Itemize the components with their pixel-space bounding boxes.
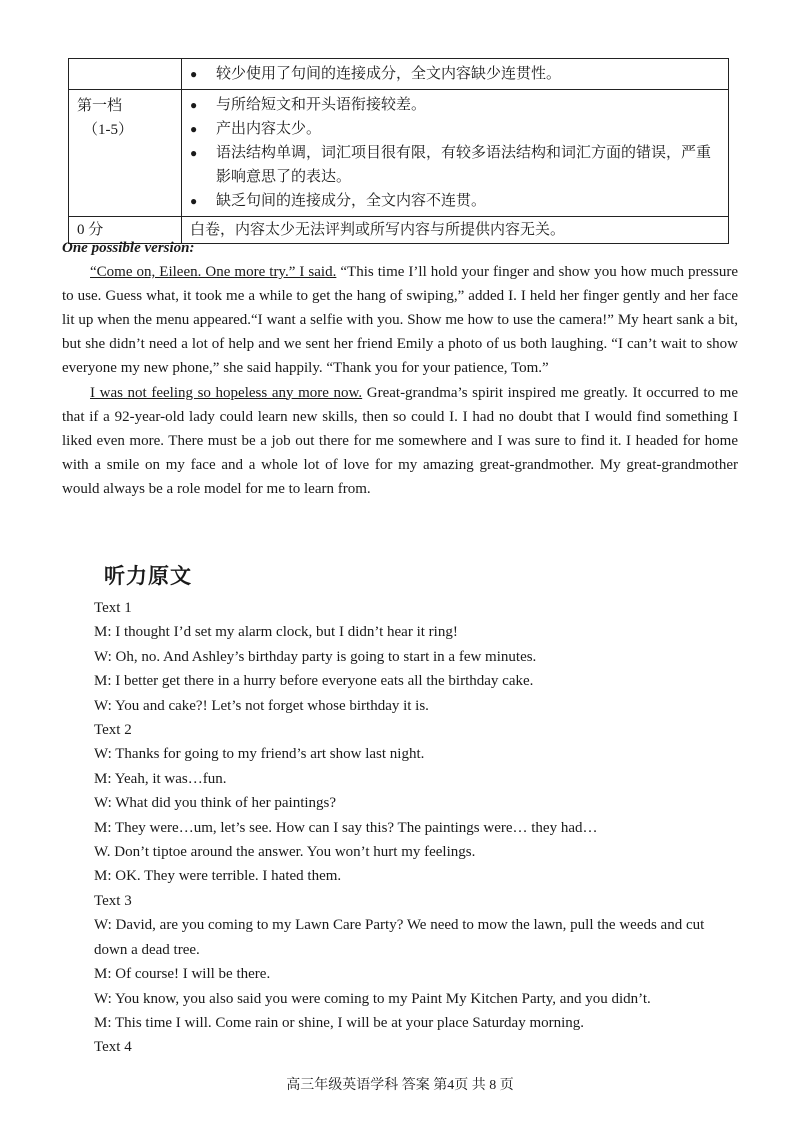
transcript-line: M: Of course! I will be there. [94, 966, 271, 983]
paragraph-opening-sentence: I was not feeling so hopeless any more now. [90, 384, 363, 401]
bullet-icon: ● [190, 98, 198, 112]
transcript-line: M: They were…um, let’s see. How can I say this? The paintings were… they had… [94, 819, 598, 836]
transcript-line: M: This time I will. Come rain or shine, I will be at your place Saturday morning. [94, 1014, 585, 1031]
paragraph-opening-sentence: “Come on, Eileen. One more try.” I said. [90, 264, 337, 281]
paragraph-body: “This time I’ll hold your finger and show you how much pressure to use. Guess what, it took me a while to get the hang of swiping,” added I. I held her finger gently and her face lit up when the menu appeared.“I want a selfie with you. Show me how to use the camera!” My heart sank a bit, but she didn’t need a lot of help and we sent her friend Emily a photo of us both laughing. “I can’t wait to show everyone my new phone,” she said happily. “Thank you for your patience, Tom.” [62, 264, 738, 377]
scoring-rubric-table [68, 58, 729, 244]
transcript-line: W: Thanks for going to my friend’s art show last night. [94, 746, 425, 763]
rubric-row-tier1 [69, 90, 729, 217]
listening-transcript [94, 596, 734, 1060]
essay-paragraph-2 [62, 381, 738, 501]
transcript-line: W: David, are you coming to my Lawn Care Party? We need to mow the lawn, pull the weeds and cut down a dead tree. [94, 917, 705, 958]
grade-cell-tier1 [69, 90, 182, 217]
rubric-row-continued [69, 59, 729, 90]
paragraph-body: Great-grandma’s spirit inspired me greatly. It occurred to me that if a 92-year-old lady could learn new skills, then so could I. I had no doubt that I would find something I liked even more. There must be a job out there for me somewhere and I was sure to find it. I headed for home with a smile on my face and a whole lot of love for my amazing great-grandmother. My great-grandmother would always be a role model for me to learn from. [62, 384, 738, 497]
criteria-bullet: ● 产出内容太少。 [190, 117, 720, 141]
criteria-cell [182, 59, 729, 90]
listening-section-title: 听力原文 [104, 564, 192, 588]
transcript-line: W: Oh, no. And Ashley’s birthday party is going to start in a few minutes. [94, 648, 537, 665]
bullet-icon: ● [190, 194, 198, 208]
page-footer: 高三年级英语学科 答案 第4页 共 8 页 [286, 1078, 514, 1093]
model-essay [62, 236, 738, 501]
bullet-icon: ● [190, 122, 198, 136]
transcript-line: M: I better get there in a hurry before everyone eats all the birthday cake. [94, 673, 534, 690]
criteria-bullet: ● 与所给短文和开头语衔接较差。 [190, 93, 720, 117]
transcript-line: Text 2 [94, 722, 132, 739]
grade-cell-zero: 0 分 [69, 217, 182, 244]
criteria-cell [182, 90, 729, 217]
transcript-line: M: OK. They were terrible. I hated them. [94, 868, 342, 885]
transcript-line: Text 1 [94, 600, 132, 616]
criteria-bullet: ● 缺乏句间的连接成分，全文内容不连贯。 [190, 189, 720, 213]
transcript-line: W. Don’t tiptoe around the answer. You won’t hurt my feelings. [94, 844, 476, 861]
transcript-line: Text 4 [94, 1039, 132, 1056]
transcript-line: M: Yeah, it was…fun. [94, 770, 227, 787]
transcript-line: M: I thought I’d set my alarm clock, but I didn’t hear it ring! [94, 624, 458, 641]
bullet-icon: ● [190, 67, 198, 81]
essay-paragraph-1 [62, 260, 738, 380]
transcript-line: Text 3 [94, 892, 132, 909]
essay-heading: One possible version: [62, 240, 195, 256]
transcript-line: W: What did you think of her paintings? [94, 795, 337, 812]
transcript-line: W: You and cake?! Let’s not forget whose birthday it is. [94, 697, 429, 714]
grade-name: 第一档 [77, 98, 123, 114]
criteria-bullet: ● 较少使用了句间的连接成分，全文内容缺少连贯性。 [190, 62, 720, 86]
criteria-cell-zero: 白卷，内容太少无法评判或所写内容与所提供内容无关。 [182, 217, 729, 244]
grade-range: （1-5） [83, 122, 133, 138]
bullet-icon: ● [190, 146, 198, 160]
grade-cell-empty [69, 59, 182, 90]
criteria-bullet: ● 语法结构单调，词汇项目很有限，有较多语法结构和词汇方面的错误，严重影响意思了的表达。 [190, 141, 720, 189]
transcript-line: W: You know, you also said you were coming to my Paint My Kitchen Party, and you didn’t. [94, 990, 651, 1007]
